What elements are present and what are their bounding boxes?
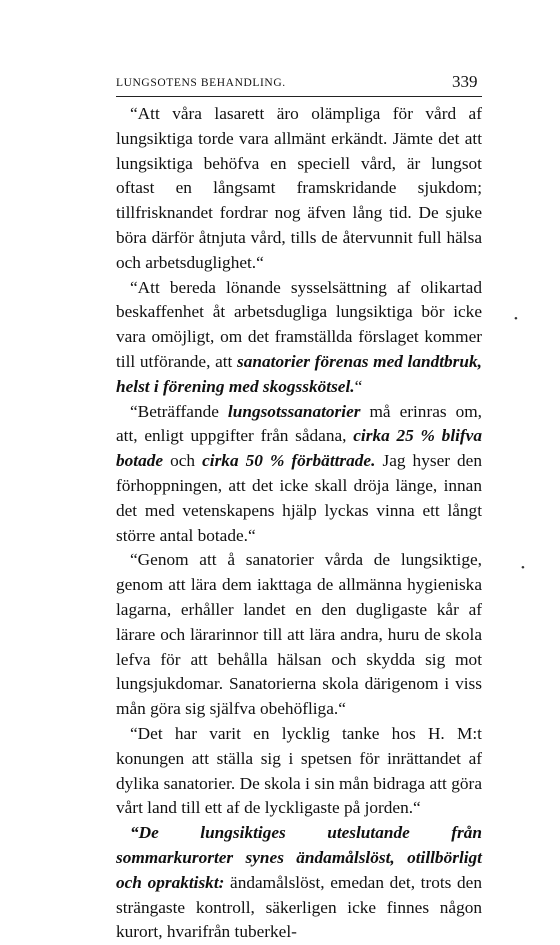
text-segment: “Beträffande: [130, 401, 228, 421]
running-head: LUNGSOTENS BEHANDLING.: [116, 77, 286, 89]
body-text: [116, 102, 482, 945]
emphasized-text: cirka 25 % blifva botade: [116, 426, 482, 471]
emphasized-text: cirka 50 % förbättrade.: [202, 451, 376, 471]
text-segment: “Genom att å sanatorier vårda de lungsiktige, genom att lära dem iakttaga de allmänna hygieniska lagarna, erhåller landet en den dugligaste kår af lärare och lärarinnor till att lära andra, huru de skola lefva för att behålla hälsan och skydda sig mot lungsjukdomar. Sanatorierna skola därigenom i viss mån göra sig själfva obehöfliga.“: [116, 550, 482, 719]
margin-speck: •: [514, 313, 518, 325]
emphasized-text: sanatorier förenas med landtbruk, helst i förening med skogsskötsel.: [116, 351, 482, 396]
paragraph-6: [116, 821, 482, 945]
header-rule: [116, 96, 482, 97]
text-segment: ändamålslöst, emedan det, trots den strängaste kontroll, säkerligen icke finnes någon kurort, hvarifrån tuberkel-: [116, 872, 482, 942]
page-number: 339: [452, 72, 478, 91]
emphasized-text: lungsotssanatorier: [227, 401, 361, 421]
text-segment: och: [163, 451, 203, 471]
margin-speck: •: [521, 562, 525, 574]
text-segment: “Att våra lasarett äro olämpliga för vård af lungsiktiga torde vara allmänt erkändt. Jämte det att lungsiktiga behöfva en speciell vård, är lungsot oftast en långsamt framskridande sjukdom; tillfrisknandet fordrar nog äfven lång tid. De sjuke böra därför åtnjuta vård, tills de återvunnit full hälsa och arbetsduglighet.“: [116, 104, 482, 272]
text-segment: må erinras om, att, enligt uppgifter från sådana,: [116, 401, 483, 446]
paragraph-3: [116, 400, 482, 549]
paragraph-1: [116, 102, 482, 276]
emphasized-text: “De lungsiktiges uteslutande från sommarkurorter synes ändamålslöst, otillbörligt och opraktiskt:: [116, 823, 482, 892]
paragraph-5: [116, 722, 482, 821]
text-segment: Jag hyser den förhoppningen, att det icke skall dröja länge, innan det med vetenskapens hjälp lyckas vinna ett långt större antal botade.“: [116, 451, 482, 545]
text-segment: “: [354, 376, 363, 396]
text-segment: “Det har varit en lycklig tanke hos H. M:t konungen att ställa sig i spetsen för inrättandet af dylika sanatorier. De skola i sin mån bidraga att göra vårt land till ett af de lyckligaste på jorden.“: [116, 723, 482, 818]
paragraph-2: [116, 276, 482, 400]
text-segment: “Att bereda lönande sysselsättning af olikartad beskaffenhet åt arbetsdugliga lungsiktiga bör icke vara omöjligt, om det framställda förslaget kommer till utförande, att: [116, 277, 482, 371]
paragraph-4: [116, 548, 482, 722]
